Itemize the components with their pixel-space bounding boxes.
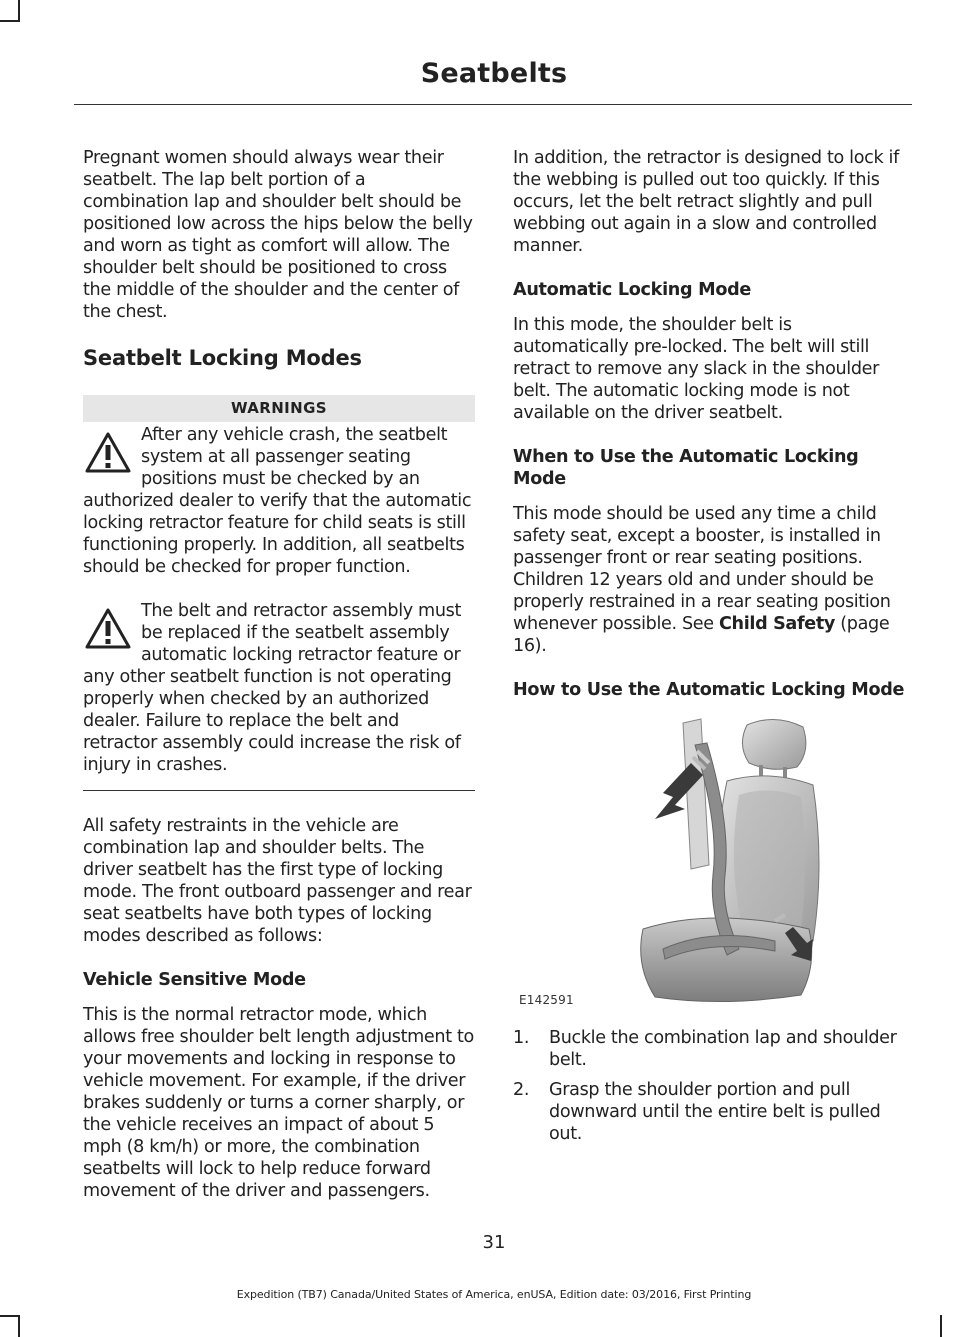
list-item: 2. Grasp the shoulder portion and pull downward until the entire belt is pulled out. [513, 1080, 881, 1144]
subsection-heading: How to Use the Automatic Locking Mode [513, 680, 905, 700]
subsection-heading: Automatic Locking Mode [513, 280, 752, 300]
left-column [83, 147, 475, 1224]
warning-triangle-icon [83, 428, 133, 478]
figure-code: E142591 [519, 993, 574, 1007]
warnings-divider [83, 790, 475, 791]
child-safety-link[interactable]: Child Safety [718, 614, 836, 634]
warning-item [83, 600, 475, 776]
retractor-paragraph: In addition, the retractor is designed to lock if the webbing is pulled out too quickly. If this occurs, let the belt retract slightly and pull webbing out again in a slow and controlled manner. [513, 148, 899, 256]
header-divider [74, 104, 912, 105]
steps-list [513, 1027, 905, 1145]
warnings-header: WARNINGS [83, 395, 475, 422]
page-number: 31 [482, 1232, 506, 1253]
warning-item [83, 424, 475, 578]
warning-text: After any vehicle crash, the seatbelt system at all passenger seating positions must be checked by an authorized dealer to verify that the automatic locking retractor feature for child seats is still functioning properly. In addition, all seatbelts should be checked for proper function. [83, 425, 472, 577]
warning-triangle-icon [83, 604, 133, 654]
seatbelt-illustration [513, 715, 905, 1011]
automatic-locking-paragraph: In this mode, the shoulder belt is automatically pre-locked. The belt will still retract to remove any slack in the shoulder belt. The automatic locking mode is not available on the driver seatbelt. [513, 315, 880, 423]
list-item: 1. Buckle the combination lap and shoulder belt. [513, 1028, 897, 1070]
restraints-paragraph: All safety restraints in the vehicle are combination lap and shoulder belts. The driver seatbelt has the first type of locking mode. The front outboard passenger and rear seat seatbelts have both types of locking modes described as follows: [83, 816, 472, 946]
subsection-heading: When to Use the Automatic Locking Mode [513, 447, 859, 489]
crop-mark [0, 1315, 20, 1317]
vehicle-sensitive-paragraph: This is the normal retractor mode, which allows free shoulder belt length adjustment to your movements and locking in response to vehicle movement. For example, if the driver brakes suddenly or turns a corner sharply, or the vehicle receives an impact of about 5 mph (8 km/h) or more, the combination seatbelts will lock to help reduce forward movement of the driver and passengers. [83, 1005, 474, 1201]
page-title: Seatbelts [420, 58, 568, 89]
warning-text: The belt and retractor assembly must be replaced if the seatbelt assembly automatic locking retractor feature or any other seatbelt function is not operating properly when checked by an authorized dealer. Failure to replace the belt and retractor assembly could increase the risk of injury in crashes. [83, 601, 462, 775]
section-heading: Seatbelt Locking Modes [83, 346, 362, 370]
crop-mark [0, 20, 20, 22]
crop-mark [18, 0, 20, 22]
crop-mark [18, 1315, 20, 1337]
pregnancy-paragraph: Pregnant women should always wear their seatbelt. The lap belt portion of a combination lap and shoulder belt should be positioned low across the hips below the belly and worn as tight as comfort will allow. The shoulder belt should be positioned to cross the middle of the shoulder and the center of the chest. [83, 148, 473, 322]
edition-footer: Expedition (TB7) Canada/United States of America, enUSA, Edition date: 03/2016, First Printing [236, 1288, 752, 1301]
crop-mark [940, 1315, 942, 1337]
child-seat-paragraph: This mode should be used any time a child safety seat, except a booster, is installed in passenger front or rear seating positions. Children 12 years old and under should be properly restrained in a rear seating position whenever possible. See Child Safety (page 16). [513, 504, 891, 656]
subsection-heading: Vehicle Sensitive Mode [83, 970, 306, 990]
right-column [513, 147, 905, 1153]
seat-illustration [513, 715, 905, 1011]
